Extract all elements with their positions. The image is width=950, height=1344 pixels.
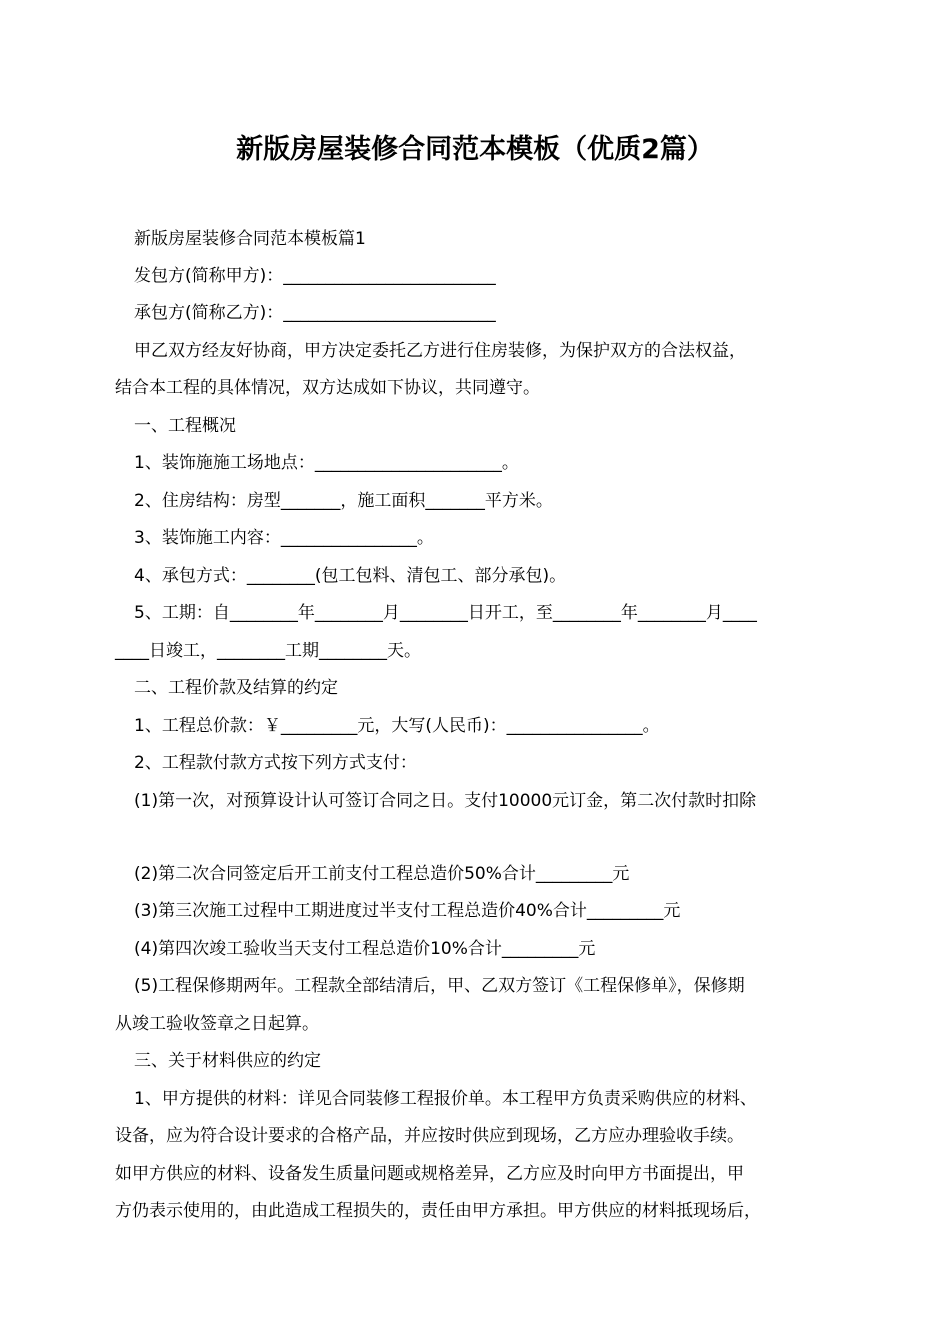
section-heading-part1: 新版房屋装修合同范本模板篇1 [134, 229, 366, 249]
materials-para-line1: 1、甲方提供的材料：详见合同装修工程报价单。本工程甲方负责采购供应的材料、 [134, 1089, 757, 1109]
clause-schedule-line1: 5、工期：自________年________月________日开工，至________年________月____ [134, 603, 757, 623]
payment-item-3: (3)第三次施工过程中工期进度过半支付工程总造价40%合计_________元 [134, 901, 681, 921]
clause-location: 1、装饰施施工场地点：______________________。 [134, 453, 519, 473]
clause-payment-method: 2、工程款付款方式按下列方式支付： [134, 753, 417, 773]
materials-para-line3: 如甲方供应的材料、设备发生质量问题或规格差异，乙方应及时向甲方书面提出，甲 [115, 1164, 744, 1184]
clause-structure: 2、住房结构：房型_______，施工面积_______平方米。 [134, 491, 553, 511]
materials-para-line4: 方仍表示使用的，由此造成工程损失的，责任由甲方承担。甲方供应的材料抵现场后， [115, 1201, 761, 1221]
materials-para-line2: 设备，应为符合设计要求的合格产品，并应按时供应到现场，乙方应办理验收手续。 [115, 1126, 744, 1146]
paragraph-intro-line2: 结合本工程的具体情况，双方达成如下协议，共同遵守。 [115, 378, 540, 398]
clause-total-price: 1、工程总价款：￥_________元，大写(人民币)：________________。 [134, 716, 660, 736]
payment-item-1: (1)第一次，对预算设计认可签订合同之日。支付10000元订金，第二次付款时扣除 [134, 791, 757, 811]
party-a-line: 发包方(简称甲方)：_________________________ [134, 266, 496, 286]
payment-item-5-line2: 从竣工验收签章之日起算。 [115, 1014, 319, 1034]
clause-contract-mode: 4、承包方式：________(包工包料、清包工、部分承包)。 [134, 566, 567, 586]
document-title: 新版房屋装修合同范本模板（优质2篇） [236, 134, 714, 165]
section-heading-materials: 三、关于材料供应的约定 [134, 1051, 321, 1071]
payment-item-2: (2)第二次合同签定后开工前支付工程总造价50%合计_________元 [134, 864, 630, 884]
section-heading-price: 二、工程价款及结算的约定 [134, 678, 338, 698]
payment-item-4: (4)第四次竣工验收当天支付工程总造价10%合计_________元 [134, 939, 596, 959]
clause-schedule-line2: ____日竣工，________工期________天。 [115, 641, 421, 661]
payment-item-5-line1: (5)工程保修期两年。工程款全部结清后，甲、乙双方签订《工程保修单》，保修期 [134, 976, 745, 996]
paragraph-intro-line1: 甲乙双方经友好协商，甲方决定委托乙方进行住房装修，为保护双方的合法权益， [134, 341, 746, 361]
section-heading-overview: 一、工程概况 [134, 416, 236, 436]
party-b-line: 承包方(简称乙方)：_________________________ [134, 303, 496, 323]
clause-content: 3、装饰施工内容：________________。 [134, 528, 434, 548]
